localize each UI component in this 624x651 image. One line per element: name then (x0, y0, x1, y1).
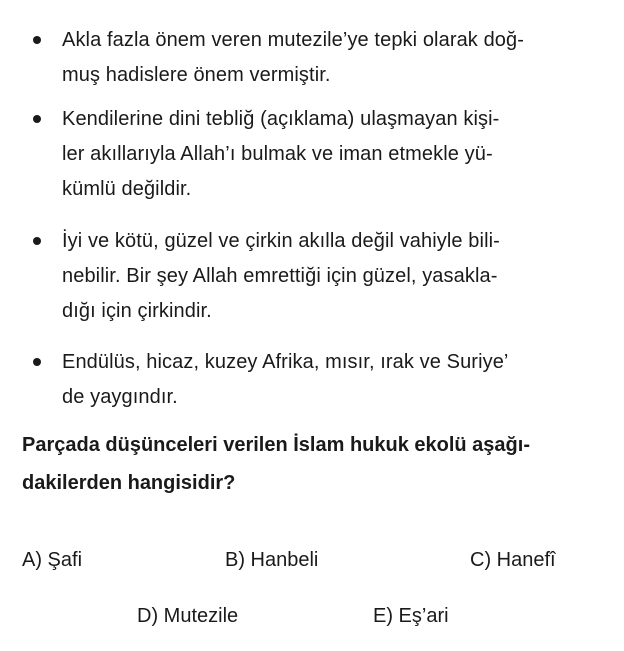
bullet-icon (33, 115, 41, 123)
question-line-1: Parçada düşünceleri verilen İslam hukuk ekolü aşağı- (22, 434, 530, 456)
statement-3-line-2: nebilir. Bir şey Allah emrettiği için güzel, yasakla- (62, 265, 498, 287)
statement-2-line-1: Kendilerine dini tebliğ (açıklama) ulaşmayan kişi- (62, 108, 500, 130)
bullet-icon (33, 358, 41, 366)
question-line-2: dakilerden hangisidir? (22, 472, 236, 494)
option-d[interactable]: D) Mutezile (137, 605, 239, 627)
statement-2-line-3: kümlü değildir. (62, 178, 192, 200)
statement-3-line-1: İyi ve kötü, güzel ve çirkin akılla değil vahiyle bili- (62, 230, 500, 252)
statement-4-line-2: de yaygındır. (62, 386, 178, 408)
option-a[interactable]: A) Şafi (22, 549, 83, 571)
statement-4-line-1: Endülüs, hicaz, kuzey Afrika, mısır, ırak ve Suriye’ (62, 351, 509, 373)
option-c[interactable]: C) Hanefî (470, 549, 556, 571)
statement-3-line-3: dığı için çirkindir. (62, 300, 212, 322)
bullet-icon (33, 237, 41, 245)
statement-1-line-1: Akla fazla önem veren mutezile’ye tepki olarak doğ- (62, 29, 524, 51)
statement-2-line-2: ler akıllarıyla Allah’ı bulmak ve iman etmekle yü- (62, 143, 493, 165)
option-e[interactable]: E) Eş’ari (373, 605, 449, 627)
bullet-icon (33, 36, 41, 44)
statement-1-line-2: muş hadislere önem vermiştir. (62, 64, 331, 86)
option-b[interactable]: B) Hanbeli (225, 549, 319, 571)
